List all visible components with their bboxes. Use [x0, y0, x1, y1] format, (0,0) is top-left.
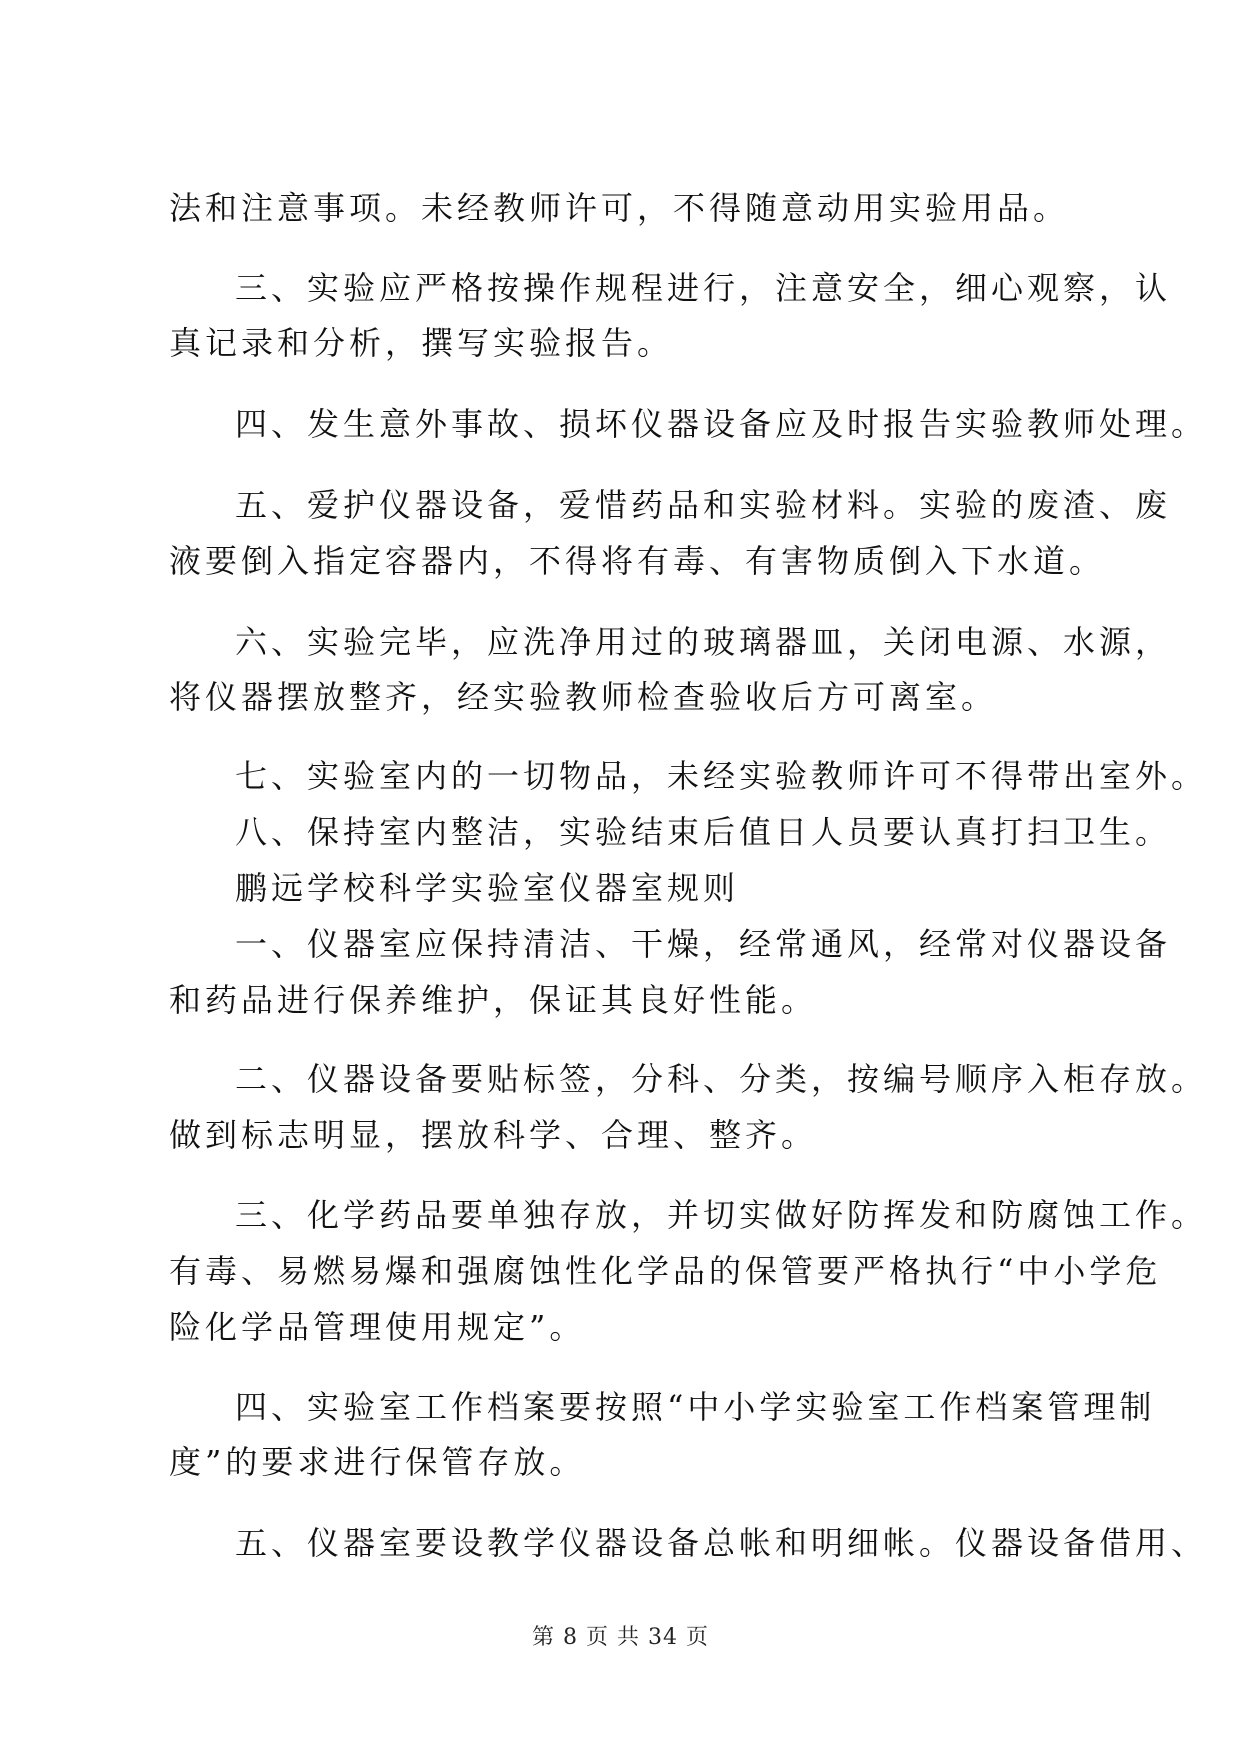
- text-line: 四、实验室工作档案要按照“中小学实验室工作档案管理制: [235, 1388, 1156, 1426]
- text-line: 八、保持室内整洁，实验结束后值日人员要认真打扫卫生。: [235, 813, 1172, 851]
- text-line: 四、发生意外事故、损坏仪器设备应及时报告实验教师处理。: [235, 405, 1208, 443]
- text-line: 五、爱护仪器设备，爱惜药品和实验材料。实验的废渣、废: [235, 486, 1172, 524]
- page-number-footer: 第 8 页 共 34 页: [532, 1625, 709, 1650]
- section-heading: 鹏远学校科学实验室仪器室规则: [235, 869, 740, 907]
- text-line: 六、实验完毕，应洗净用过的玻璃器皿，关闭电源、水源，: [235, 623, 1172, 661]
- text-line: 度”的要求进行保管存放。: [169, 1443, 586, 1481]
- text-line: 险化学品管理使用规定”。: [169, 1308, 586, 1346]
- text-line: 三、实验应严格按操作规程进行，注意安全，细心观察，认: [235, 269, 1172, 307]
- text-line: 做到标志明显，摆放科学、合理、整齐。: [169, 1116, 818, 1154]
- text-line: 一、仪器室应保持清洁、干燥，经常通风，经常对仪器设备: [235, 925, 1172, 963]
- text-line: 和药品进行保养维护，保证其良好性能。: [169, 981, 818, 1019]
- text-line: 三、化学药品要单独存放，并切实做好防挥发和防腐蚀工作。: [235, 1196, 1208, 1234]
- text-line: 将仪器摆放整齐，经实验教师检查验收后方可离室。: [169, 678, 998, 716]
- text-line: 液要倒入指定容器内，不得将有毒、有害物质倒入下水道。: [169, 542, 1106, 580]
- text-line: 二、仪器设备要贴标签，分科、分类，按编号顺序入柜存放。: [235, 1060, 1208, 1098]
- text-line: 真记录和分析，撰写实验报告。: [169, 324, 674, 362]
- text-line: 五、仪器室要设教学仪器设备总帐和明细帐。仪器设备借用、: [235, 1524, 1208, 1562]
- text-line: 有毒、易燃易爆和强腐蚀性化学品的保管要严格执行“中小学危: [169, 1252, 1162, 1290]
- text-line: 法和注意事项。未经教师许可，不得随意动用实验用品。: [169, 189, 1070, 227]
- text-line: 七、实验室内的一切物品，未经实验教师许可不得带出室外。: [235, 757, 1208, 795]
